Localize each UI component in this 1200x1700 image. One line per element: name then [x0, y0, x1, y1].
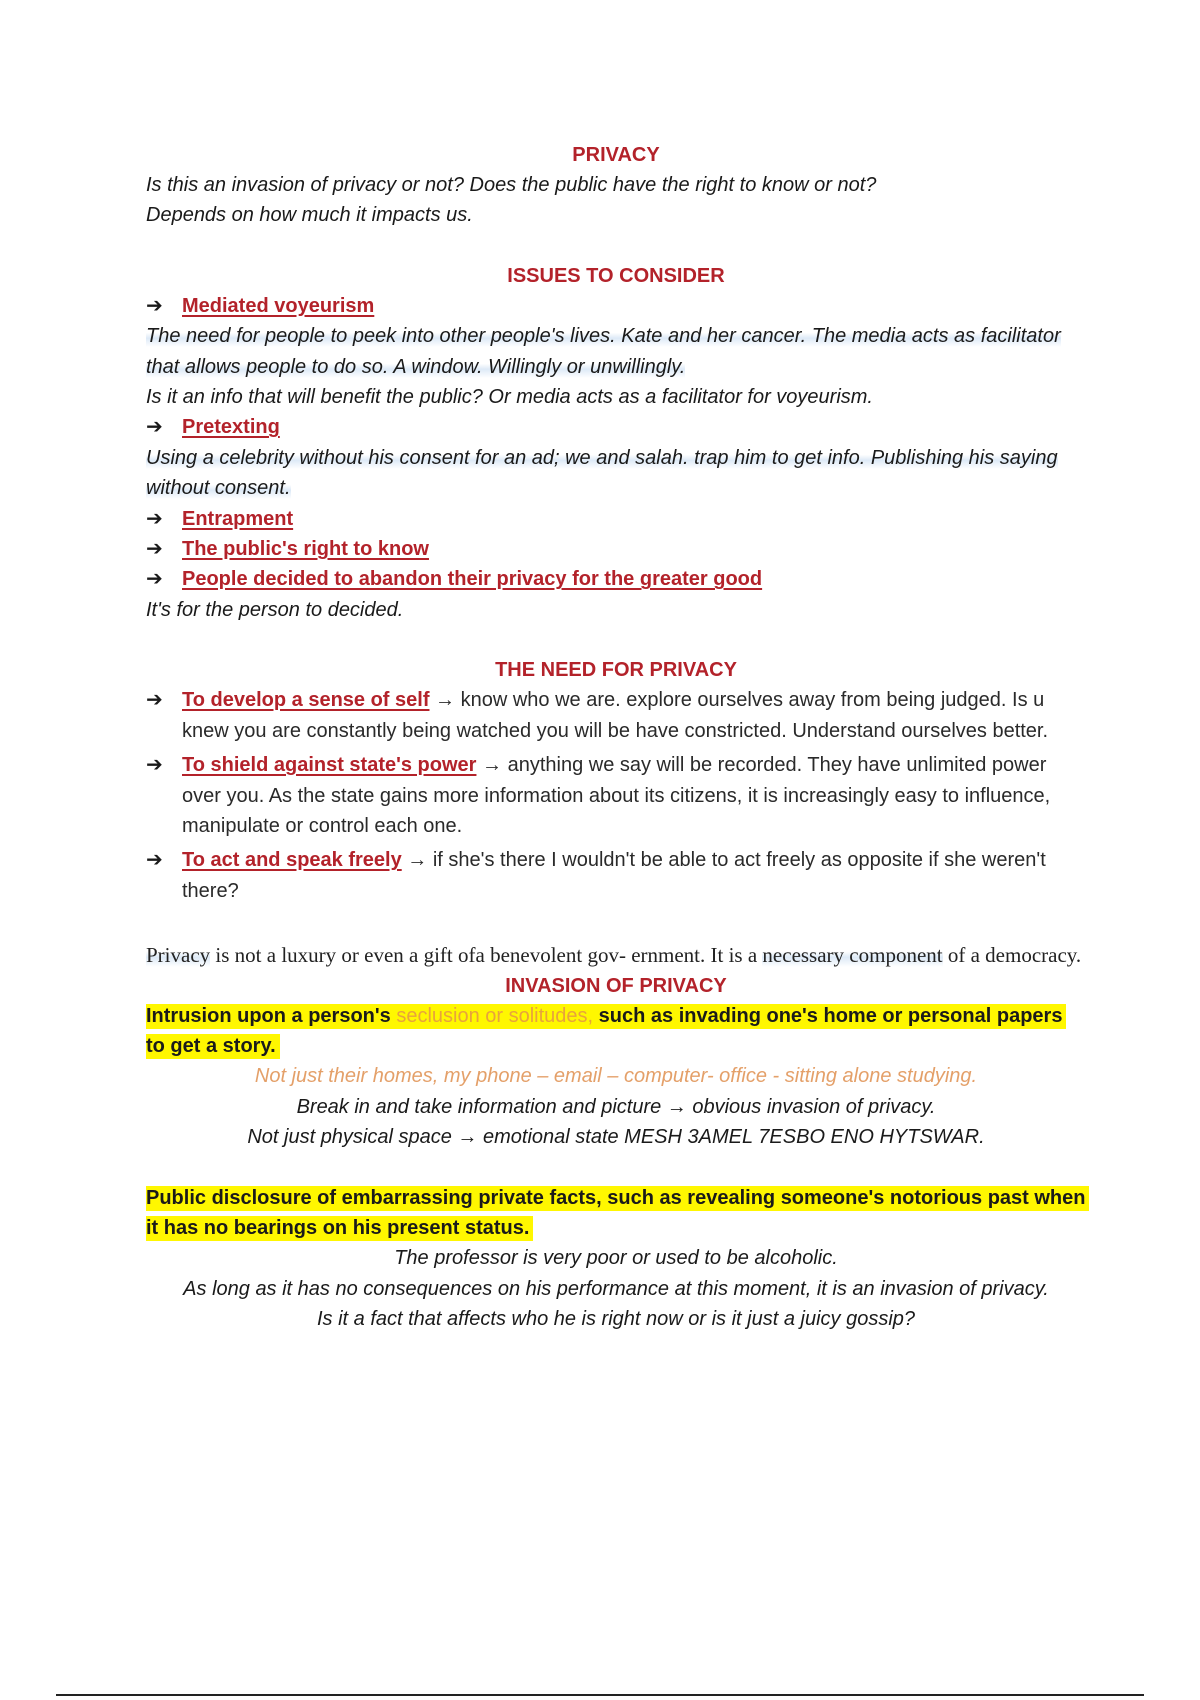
issue-right-to-know: [146, 534, 1086, 564]
intro-line-2: Depends on how much it impacts us.: [146, 204, 473, 227]
need-item-act-freely: [146, 845, 1086, 906]
disclosure-paragraph: Public disclosure of embarrassing private facts, such as revealing someone's notorious past when it has no bearings on his present status.: [146, 1183, 1086, 1244]
issue-label: Pretexting: [182, 416, 280, 439]
arrow-right-icon: ➔: [146, 538, 163, 561]
issue-label: People decided to abandon their privacy for the greater good: [182, 568, 763, 591]
arrow-right-icon: ➔: [146, 689, 163, 712]
need-item-sense-of-self: [146, 685, 1086, 746]
arrow-right-icon: ➔: [146, 507, 163, 530]
issue-mediated-voyeurism: [146, 291, 1086, 321]
need-item-shield-state: [146, 750, 1086, 841]
intrusion-paragraph: Intrusion upon a person's seclusion or solitudes, such as invading one's home or personal papers to get a story.: [146, 1001, 1086, 1062]
mediated-text-1: The need for people to peek into other people's lives. Kate and her cancer. The media acts as facilitator that allows people to do so. A window. Willingly or unwillingly.: [146, 325, 1061, 378]
arrow-right-icon: ➔: [146, 294, 163, 317]
page-title: PRIVACY: [572, 144, 660, 166]
issue-abandon-privacy: [146, 564, 1086, 594]
need-text: → anything we say will be recorded. They have unlimited power over you. As the state gains more information about its citizens, it is increasingly easy to influence, manipulate or control each one.: [182, 754, 1051, 837]
issue-label: Entrapment: [182, 507, 294, 530]
arrow-right-icon: ➔: [146, 416, 163, 439]
page-bottom-rule: [56, 1694, 1144, 1696]
disclosure-note-2: As long as it has no consequences on his performance at this moment, it is an invasion of privacy.: [183, 1277, 1049, 1300]
need-label: To act and speak freely: [182, 849, 402, 872]
intrusion-note-3: Not just physical space → emotional state MESH 3AMEL 7ESBO ENO HYTSWAR.: [247, 1126, 985, 1149]
issues-heading: ISSUES TO CONSIDER: [507, 264, 725, 287]
issue-pretexting: [146, 412, 1086, 442]
issue-label: Mediated voyeurism: [182, 294, 375, 317]
document-content: [146, 140, 1086, 1335]
intrusion-note-1: Not just their homes, my phone – email – computer- office - sitting alone studying.: [254, 1065, 978, 1088]
arrow-right-icon: ➔: [146, 568, 163, 591]
invasion-heading: INVASION OF PRIVACY: [505, 974, 727, 997]
privacy-quote: Privacy is not a luxury or even a gift ofa benevolent gov- ernment. It is a necessary component of a democracy.: [146, 943, 1082, 968]
need-label: To develop a sense of self: [182, 689, 430, 712]
disclosure-note-3: Is it a fact that affects who he is right now or is it just a juicy gossip?: [316, 1308, 916, 1331]
mediated-text-2: Is it an info that will benefit the public? Or media acts as a facilitator for voyeurism.: [146, 386, 873, 409]
need-label: To shield against state's power: [182, 754, 477, 777]
pretexting-text: Using a celebrity without his consent for an ad; we and salah. trap him to get info. Publishing his saying without consent.: [146, 446, 1058, 500]
disclosure-note-1: The professor is very poor or used to be alcoholic.: [394, 1247, 838, 1270]
issue-label: The public's right to know: [182, 538, 429, 561]
intrusion-note-2: Break in and take information and picture → obvious invasion of privacy.: [296, 1095, 936, 1118]
intro-line-1: Is this an invasion of privacy or not? Does the public have the right to know or not?: [146, 174, 877, 196]
need-heading: THE NEED FOR PRIVACY: [495, 659, 737, 682]
need-text: → know who we are. explore ourselves away from being judged. Is u knew you are constantly being watched you will be have constricted. Understand ourselves better.: [182, 689, 1049, 742]
issues-closing: It's for the person to decided.: [146, 598, 404, 621]
issue-entrapment: [146, 504, 1086, 534]
arrow-right-icon: ➔: [146, 754, 163, 777]
arrow-right-icon: ➔: [146, 849, 163, 872]
need-text: → if she's there I wouldn't be able to act freely as opposite if she weren't there?: [182, 849, 1046, 902]
